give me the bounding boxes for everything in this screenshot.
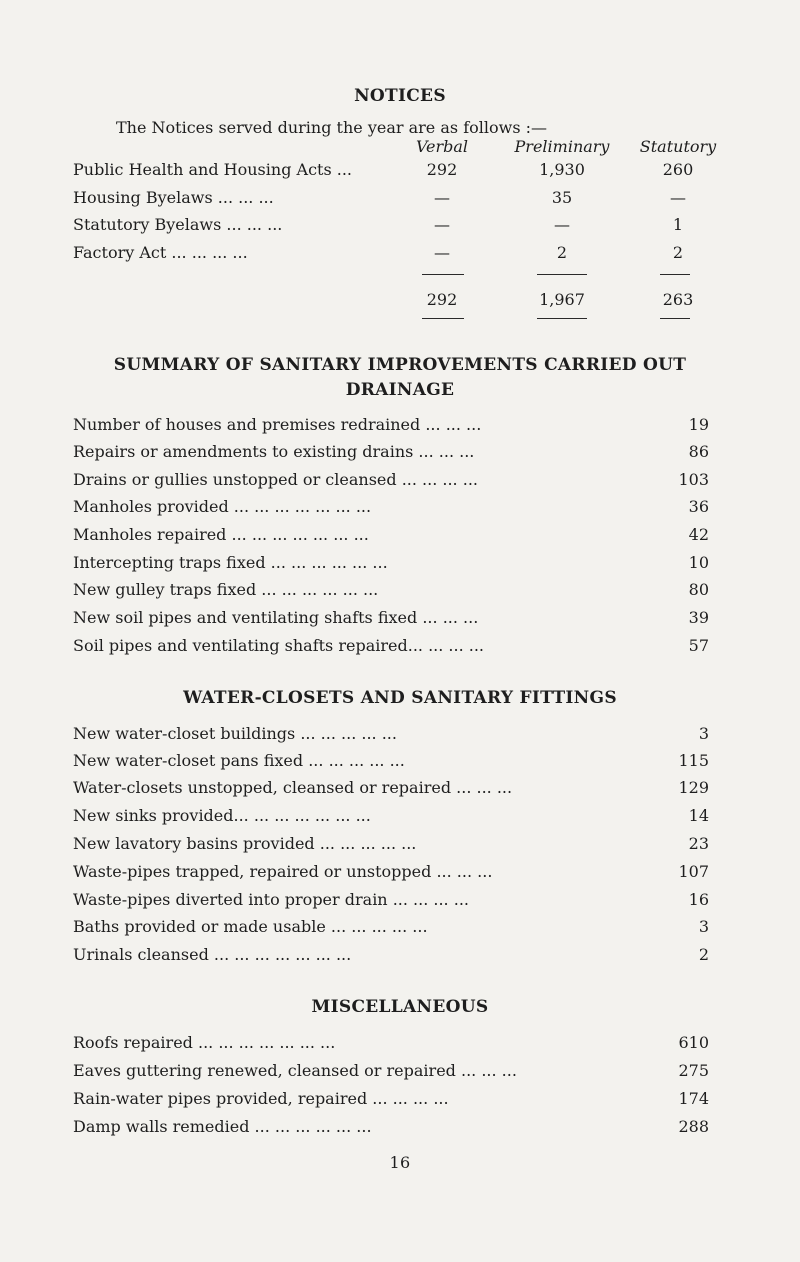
item-label: Damp walls remedied ... ... ... ... ... ...	[73, 1117, 372, 1136]
item-value: 129	[678, 778, 709, 797]
list-item	[0, 636, 800, 662]
totals-row	[0, 290, 800, 316]
list-item	[0, 778, 800, 804]
col-header-preliminary: Preliminary	[514, 137, 610, 156]
item-label: Baths provided or made usable ... ... ... ... ...	[73, 917, 428, 936]
list-item	[0, 1061, 800, 1087]
item-label: New lavatory basins provided ... ... ... ... ...	[73, 834, 417, 853]
col-header-statutory: Statutory	[639, 137, 717, 156]
item-value: 610	[678, 1033, 709, 1052]
item-value: 103	[678, 470, 709, 489]
item-label: Roofs repaired ... ... ... ... ... ... ...	[73, 1033, 336, 1052]
table-row	[0, 243, 800, 269]
item-label: Manholes repaired ... ... ... ... ... ... ...	[73, 525, 369, 544]
item-label: New soil pipes and ventilating shafts fixed ... ... ...	[73, 608, 479, 627]
table-row	[0, 188, 800, 214]
item-label: New gulley traps fixed ... ... ... ... ... ...	[73, 580, 379, 599]
item-label: Waste-pipes diverted into proper drain ... ... ... ...	[73, 890, 469, 909]
item-value: 19	[688, 415, 709, 434]
item-value: 3	[698, 724, 709, 743]
list-item	[0, 608, 800, 634]
row-label: Factory Act ... ... ... ...	[73, 243, 248, 262]
list-item	[0, 917, 800, 943]
item-label: Soil pipes and ventilating shafts repaired... ... ... ...	[73, 636, 485, 655]
drainage-heading: DRAINAGE	[345, 380, 455, 400]
table-row	[0, 160, 800, 186]
item-value: 23	[688, 834, 709, 853]
page-number: 16	[389, 1153, 411, 1172]
item-value: 2	[698, 945, 709, 964]
preliminary-value: —	[554, 215, 570, 234]
item-value: 275	[678, 1061, 709, 1080]
item-value: 3	[698, 917, 709, 936]
item-value: 39	[688, 608, 709, 627]
preliminary-value: 2	[556, 243, 568, 262]
list-item	[0, 1089, 800, 1115]
preliminary-total: 1,967	[539, 290, 585, 309]
water-closets-heading: WATER-CLOSETS AND SANITARY FITTINGS	[183, 688, 617, 708]
list-item	[0, 497, 800, 523]
preliminary-value: 1,930	[539, 160, 585, 179]
list-item	[0, 806, 800, 832]
verbal-value: —	[434, 188, 450, 207]
rule-verbal-top	[422, 274, 464, 275]
table-row	[0, 215, 800, 241]
item-label: Rain-water pipes provided, repaired ... ... ... ...	[73, 1089, 449, 1108]
statutory-value: 1	[672, 215, 684, 234]
item-label: Eaves guttering renewed, cleansed or repaired ... ... ...	[73, 1061, 517, 1080]
statutory-value: 260	[662, 160, 694, 179]
item-label: Intercepting traps fixed ... ... ... ... ... ...	[73, 553, 388, 572]
item-label: Urinals cleansed ... ... ... ... ... ... ...	[73, 945, 352, 964]
list-item	[0, 1033, 800, 1059]
verbal-value: 292	[426, 160, 458, 179]
preliminary-value: 35	[551, 188, 573, 207]
verbal-value: —	[434, 215, 450, 234]
item-value: 16	[688, 890, 709, 909]
item-label: Drains or gullies unstopped or cleansed ... ... ... ...	[73, 470, 478, 489]
col-header-verbal: Verbal	[415, 137, 469, 156]
item-label: Number of houses and premises redrained ... ... ...	[73, 415, 482, 434]
item-label: Manholes provided ... ... ... ... ... ... ...	[73, 497, 372, 516]
list-item	[0, 945, 800, 971]
row-label: Statutory Byelaws ... ... ...	[73, 215, 283, 234]
list-item	[0, 470, 800, 496]
item-label: Water-closets unstopped, cleansed or repaired ... ... ...	[73, 778, 513, 797]
notices-heading: NOTICES	[354, 86, 446, 106]
summary-heading: SUMMARY OF SANITARY IMPROVEMENTS CARRIED OUT	[113, 355, 687, 375]
rule-statutory-top	[660, 274, 690, 275]
item-value: 288	[678, 1117, 709, 1136]
statutory-value: —	[670, 188, 686, 207]
item-label: Repairs or amendments to existing drains ... ... ...	[73, 442, 475, 461]
list-item	[0, 724, 800, 750]
list-item	[0, 890, 800, 916]
list-item	[0, 580, 800, 606]
item-value: 42	[688, 525, 709, 544]
item-value: 174	[678, 1089, 709, 1108]
row-label: Housing Byelaws ... ... ...	[73, 188, 274, 207]
item-value: 115	[678, 751, 709, 770]
notices-intro: The Notices served during the year are as follows :—	[116, 118, 547, 137]
verbal-total: 292	[426, 290, 458, 309]
item-label: Waste-pipes trapped, repaired or unstopped ... ... ...	[73, 862, 493, 881]
list-item	[0, 834, 800, 860]
statutory-total: 263	[662, 290, 694, 309]
list-item	[0, 751, 800, 777]
miscellaneous-heading: MISCELLANEOUS	[311, 997, 489, 1017]
list-item	[0, 553, 800, 579]
statutory-value: 2	[672, 243, 684, 262]
item-value: 107	[678, 862, 709, 881]
rule-preliminary-top	[537, 274, 587, 275]
item-label: New water-closet buildings ... ... ... ... ...	[73, 724, 397, 743]
row-label: Public Health and Housing Acts ...	[73, 160, 353, 179]
list-item	[0, 862, 800, 888]
list-item	[0, 1117, 800, 1143]
item-label: New sinks provided... ... ... ... ... ... ...	[73, 806, 371, 825]
item-value: 10	[688, 553, 709, 572]
item-value: 57	[688, 636, 709, 655]
item-value: 80	[688, 580, 709, 599]
item-value: 86	[688, 442, 709, 461]
item-value: 36	[688, 497, 709, 516]
rule-statutory-bottom	[660, 318, 690, 319]
rule-verbal-bottom	[422, 318, 464, 319]
rule-preliminary-bottom	[537, 318, 587, 319]
item-value: 14	[688, 806, 709, 825]
list-item	[0, 415, 800, 441]
item-label: New water-closet pans fixed ... ... ... ... ...	[73, 751, 405, 770]
list-item	[0, 442, 800, 468]
list-item	[0, 525, 800, 551]
verbal-value: —	[434, 243, 450, 262]
